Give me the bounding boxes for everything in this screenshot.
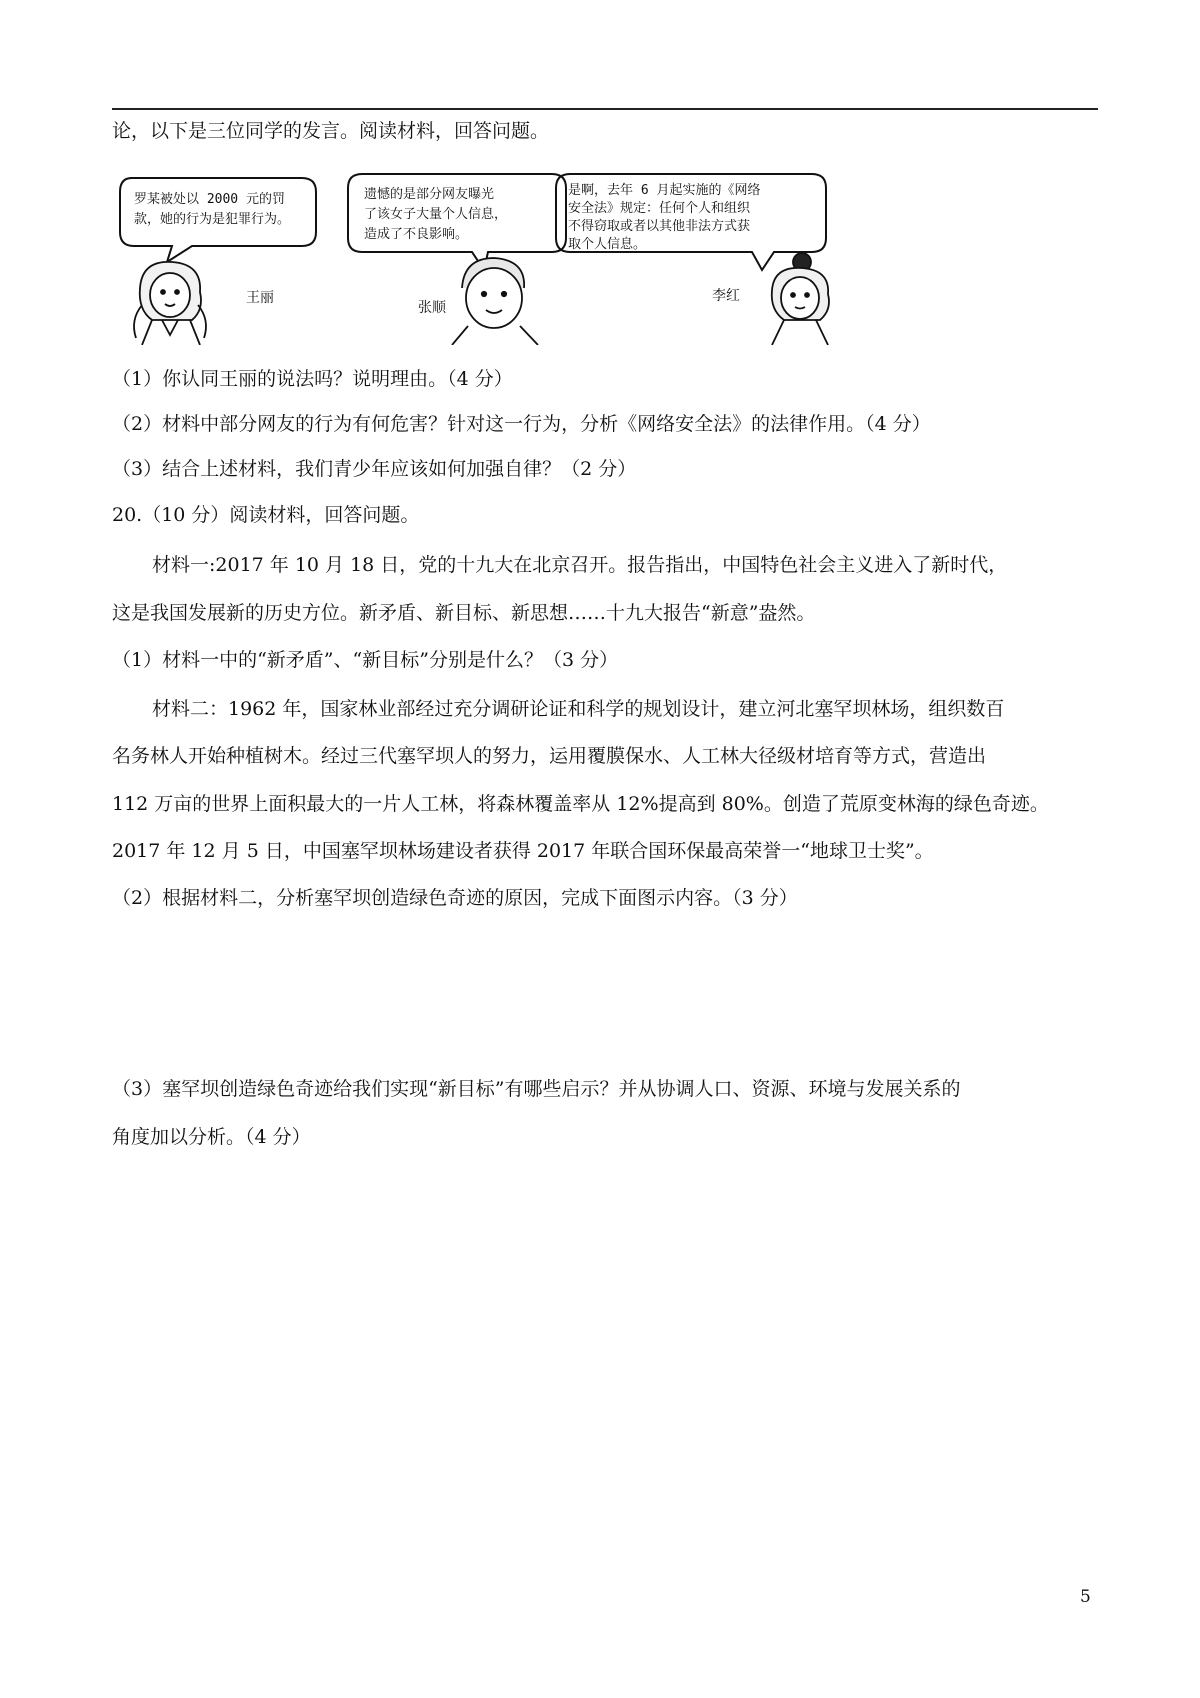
- bubble-3-line-3: 不得窃取或者以其他非法方式获: [568, 219, 751, 234]
- boy-zhangshun-figure: [452, 258, 538, 345]
- q19-sub3: （3）结合上述材料，我们青少年应该如何加强自律？（2 分）: [112, 458, 637, 480]
- girl-lihong-figure: [772, 253, 829, 345]
- speaker-1-name: 王丽: [246, 290, 274, 306]
- q20-title: 20.（10 分）阅读材料，回答问题。: [112, 504, 420, 526]
- q20-material2-line3: 112 万亩的世界上面积最大的一片人工林，将森林覆盖率从 12%提高到 80%。创造了荒原变林海的绿色奇迹。: [112, 793, 1049, 815]
- speaker-2-name: 张顺: [418, 300, 446, 316]
- bubble-2-line-1: 遗憾的是部分网友曝光: [364, 187, 495, 202]
- cartoon-illustration: [112, 170, 892, 345]
- bubble-1-line-2: 款，她的行为是犯罪行为。: [134, 212, 291, 227]
- q19-sub2: （2）材料中部分网友的行为有何危害？针对这一行为，分析《网络安全法》的法律作用。（4 分）: [112, 413, 931, 435]
- q20-material2-line1: 材料二：1962 年，国家林业部经过充分调研论证和科学的规划设计，建立河北塞罕坝林场，组织数百: [152, 698, 1005, 720]
- q20-material1-line1: 材料一:2017 年 10 月 18 日，党的十九大在北京召开。报告指出，中国特色社会主义进入了新时代，: [152, 554, 1008, 576]
- bubble-1-line-1: 罗某被处以 2000 元的罚: [134, 192, 285, 207]
- intro-text: 论，以下是三位同学的发言。阅读材料，回答问题。: [112, 120, 550, 142]
- speaker-3-name: 李红: [712, 288, 740, 304]
- bubble-2-line-2: 了该女子大量个人信息，: [364, 207, 508, 222]
- header-rule: [112, 108, 1098, 110]
- bubble-3-line-4: 取个人信息。: [568, 237, 647, 252]
- bubble-3-line-2: 安全法》规定：任何个人和组织: [568, 201, 751, 216]
- q19-sub1: （1）你认同王丽的说法吗？说明理由。（4 分）: [112, 368, 513, 390]
- q20-material2-line4: 2017 年 12 月 5 日，中国塞罕坝林场建设者获得 2017 年联合国环保最高荣誉一“地球卫士奖”。: [112, 840, 934, 862]
- q20-sub3-line1: （3）塞罕坝创造绿色奇迹给我们实现“新目标”有哪些启示？并从协调人口、资源、环境与发展关系的: [112, 1078, 961, 1100]
- q20-sub3-line2: 角度加以分析。（4 分）: [112, 1126, 311, 1148]
- q20-sub2: （2）根据材料二，分析塞罕坝创造绿色奇迹的原因，完成下面图示内容。（3 分）: [112, 887, 798, 909]
- q20-sub1: （1）材料一中的“新矛盾”、“新目标”分别是什么？（3 分）: [112, 649, 619, 671]
- q20-material1-line2: 这是我国发展新的历史方位。新矛盾、新目标、新思想……十九大报告“新意”盎然。: [112, 602, 816, 624]
- bubble-3-line-1: 是啊，去年 6 月起实施的《网络: [568, 183, 761, 198]
- girl-wangli-figure: [134, 262, 206, 345]
- page-number: 5: [1080, 1587, 1091, 1607]
- q20-material2-line2: 名务林人开始种植树木。经过三代塞罕坝人的努力，运用覆膜保水、人工林大径级材培育等方式，营造出: [112, 745, 987, 767]
- bubble-2-line-3: 造成了不良影响。: [364, 227, 469, 242]
